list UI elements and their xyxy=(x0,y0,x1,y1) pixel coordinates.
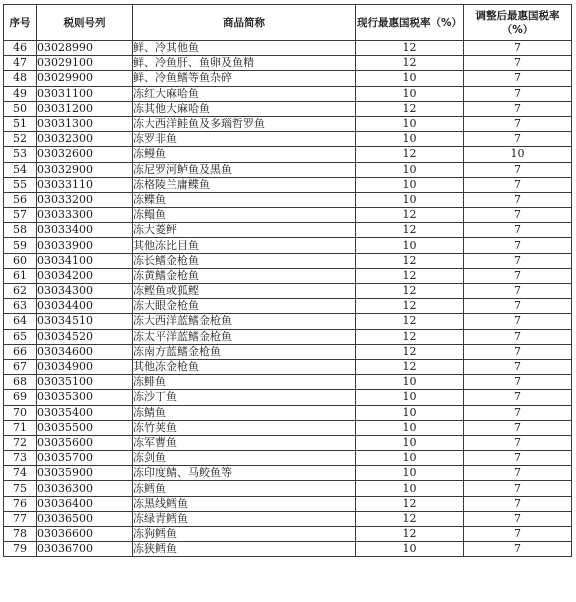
cell-new-rate: 7 xyxy=(464,466,572,481)
cell-product-name: 冻沙丁鱼 xyxy=(133,390,356,405)
table-row xyxy=(4,268,572,283)
header-seq: 序号 xyxy=(4,5,37,41)
cell-current-rate: 12 xyxy=(356,268,464,283)
cell-tariff-code: 03033400 xyxy=(37,223,133,238)
cell-current-rate: 10 xyxy=(356,375,464,390)
cell-product-name: 冻罗非鱼 xyxy=(133,132,356,147)
cell-tariff-code: 03036300 xyxy=(37,481,133,496)
table-row xyxy=(4,359,572,374)
table-row xyxy=(4,284,572,299)
tariff-rate-table xyxy=(3,4,572,557)
cell-seq: 68 xyxy=(4,375,37,390)
cell-tariff-code: 03034520 xyxy=(37,329,133,344)
cell-current-rate: 12 xyxy=(356,344,464,359)
cell-product-name: 鲜、冷鱼鳍等鱼杂碎 xyxy=(133,71,356,86)
cell-current-rate: 12 xyxy=(356,359,464,374)
table-row xyxy=(4,314,572,329)
cell-product-name: 冻鳕鱼 xyxy=(133,481,356,496)
cell-tariff-code: 03036500 xyxy=(37,511,133,526)
cell-new-rate: 7 xyxy=(464,192,572,207)
cell-tariff-code: 03032600 xyxy=(37,147,133,162)
cell-product-name: 冻剑鱼 xyxy=(133,451,356,466)
cell-tariff-code: 03035300 xyxy=(37,390,133,405)
table-row xyxy=(4,390,572,405)
cell-tariff-code: 03036600 xyxy=(37,527,133,542)
cell-product-name: 冻鳗鱼 xyxy=(133,147,356,162)
cell-product-name: 其他冻金枪鱼 xyxy=(133,359,356,374)
cell-tariff-code: 03029100 xyxy=(37,56,133,71)
cell-tariff-code: 03034510 xyxy=(37,314,133,329)
cell-seq: 64 xyxy=(4,314,37,329)
cell-seq: 77 xyxy=(4,511,37,526)
cell-seq: 67 xyxy=(4,359,37,374)
cell-product-name: 冻大西洋鲑鱼及多瑙哲罗鱼 xyxy=(133,116,356,131)
cell-seq: 58 xyxy=(4,223,37,238)
cell-product-name: 冻竹荚鱼 xyxy=(133,420,356,435)
cell-tariff-code: 03032900 xyxy=(37,162,133,177)
cell-product-name: 冻黄鳍金枪鱼 xyxy=(133,268,356,283)
cell-current-rate: 12 xyxy=(356,56,464,71)
cell-seq: 78 xyxy=(4,527,37,542)
cell-tariff-code: 03028990 xyxy=(37,41,133,56)
table-row xyxy=(4,253,572,268)
cell-current-rate: 12 xyxy=(356,314,464,329)
cell-new-rate: 7 xyxy=(464,71,572,86)
cell-new-rate: 7 xyxy=(464,299,572,314)
cell-seq: 56 xyxy=(4,192,37,207)
cell-current-rate: 10 xyxy=(356,86,464,101)
table-row xyxy=(4,375,572,390)
table-row xyxy=(4,299,572,314)
table-row xyxy=(4,405,572,420)
cell-current-rate: 10 xyxy=(356,116,464,131)
table-row xyxy=(4,116,572,131)
cell-current-rate: 12 xyxy=(356,527,464,542)
cell-current-rate: 12 xyxy=(356,147,464,162)
cell-new-rate: 7 xyxy=(464,375,572,390)
cell-seq: 50 xyxy=(4,101,37,116)
table-row xyxy=(4,162,572,177)
cell-product-name: 冻军曹鱼 xyxy=(133,435,356,450)
cell-tariff-code: 03034200 xyxy=(37,268,133,283)
cell-tariff-code: 03034900 xyxy=(37,359,133,374)
cell-seq: 51 xyxy=(4,116,37,131)
cell-new-rate: 7 xyxy=(464,162,572,177)
cell-current-rate: 12 xyxy=(356,223,464,238)
cell-current-rate: 10 xyxy=(356,542,464,557)
cell-current-rate: 12 xyxy=(356,284,464,299)
cell-new-rate: 7 xyxy=(464,253,572,268)
cell-seq: 75 xyxy=(4,481,37,496)
cell-seq: 61 xyxy=(4,268,37,283)
cell-tariff-code: 03031200 xyxy=(37,101,133,116)
cell-new-rate: 7 xyxy=(464,496,572,511)
cell-product-name: 鲜、冷鱼肝、鱼卵及鱼精 xyxy=(133,56,356,71)
cell-product-name: 冻南方蓝鳍金枪鱼 xyxy=(133,344,356,359)
header-new-rate: 调整后最惠国税率（%） xyxy=(464,5,572,41)
cell-seq: 60 xyxy=(4,253,37,268)
table-row xyxy=(4,542,572,557)
cell-product-name: 冻大西洋蓝鳍金枪鱼 xyxy=(133,314,356,329)
cell-current-rate: 12 xyxy=(356,41,464,56)
cell-tariff-code: 03035900 xyxy=(37,466,133,481)
cell-tariff-code: 03033200 xyxy=(37,192,133,207)
cell-new-rate: 7 xyxy=(464,527,572,542)
cell-current-rate: 12 xyxy=(356,496,464,511)
cell-seq: 66 xyxy=(4,344,37,359)
cell-new-rate: 7 xyxy=(464,41,572,56)
cell-current-rate: 12 xyxy=(356,208,464,223)
table-row xyxy=(4,451,572,466)
table-row xyxy=(4,238,572,253)
cell-seq: 70 xyxy=(4,405,37,420)
cell-current-rate: 12 xyxy=(356,253,464,268)
cell-tariff-code: 03036400 xyxy=(37,496,133,511)
cell-new-rate: 7 xyxy=(464,223,572,238)
table-row xyxy=(4,481,572,496)
cell-current-rate: 10 xyxy=(356,390,464,405)
cell-tariff-code: 03035100 xyxy=(37,375,133,390)
table-row xyxy=(4,177,572,192)
cell-seq: 48 xyxy=(4,71,37,86)
table-row xyxy=(4,511,572,526)
cell-seq: 52 xyxy=(4,132,37,147)
cell-seq: 55 xyxy=(4,177,37,192)
cell-tariff-code: 03035400 xyxy=(37,405,133,420)
cell-product-name: 冻狭鳕鱼 xyxy=(133,542,356,557)
header-row xyxy=(4,5,572,41)
cell-product-name: 冻长鳍金枪鱼 xyxy=(133,253,356,268)
cell-new-rate: 7 xyxy=(464,405,572,420)
cell-tariff-code: 03033900 xyxy=(37,238,133,253)
cell-seq: 71 xyxy=(4,420,37,435)
cell-product-name: 冻其他大麻哈鱼 xyxy=(133,101,356,116)
cell-current-rate: 10 xyxy=(356,451,464,466)
table-row xyxy=(4,223,572,238)
cell-seq: 76 xyxy=(4,496,37,511)
cell-seq: 59 xyxy=(4,238,37,253)
cell-product-name: 冻黑线鳕鱼 xyxy=(133,496,356,511)
cell-tariff-code: 03034600 xyxy=(37,344,133,359)
cell-seq: 54 xyxy=(4,162,37,177)
table-row xyxy=(4,466,572,481)
table-row xyxy=(4,208,572,223)
cell-product-name: 冻鲱鱼 xyxy=(133,375,356,390)
cell-current-rate: 10 xyxy=(356,71,464,86)
table-row xyxy=(4,101,572,116)
cell-seq: 65 xyxy=(4,329,37,344)
cell-new-rate: 7 xyxy=(464,511,572,526)
cell-new-rate: 7 xyxy=(464,390,572,405)
cell-seq: 73 xyxy=(4,451,37,466)
cell-seq: 53 xyxy=(4,147,37,162)
cell-product-name: 其他冻比目鱼 xyxy=(133,238,356,253)
cell-product-name: 冻鳎鱼 xyxy=(133,208,356,223)
cell-new-rate: 7 xyxy=(464,344,572,359)
cell-seq: 57 xyxy=(4,208,37,223)
cell-tariff-code: 03029900 xyxy=(37,71,133,86)
cell-tariff-code: 03032300 xyxy=(37,132,133,147)
table-row xyxy=(4,86,572,101)
cell-new-rate: 7 xyxy=(464,481,572,496)
cell-current-rate: 12 xyxy=(356,511,464,526)
cell-seq: 62 xyxy=(4,284,37,299)
header-code: 税则号列 xyxy=(37,5,133,41)
cell-tariff-code: 03033110 xyxy=(37,177,133,192)
cell-current-rate: 10 xyxy=(356,238,464,253)
cell-product-name: 冻鲣鱼或狐鲣 xyxy=(133,284,356,299)
header-current-rate: 现行最惠国税率（%） xyxy=(356,5,464,41)
cell-new-rate: 10 xyxy=(464,147,572,162)
cell-product-name: 冻大眼金枪鱼 xyxy=(133,299,356,314)
cell-tariff-code: 03031300 xyxy=(37,116,133,131)
cell-current-rate: 10 xyxy=(356,132,464,147)
cell-product-name: 冻红大麻哈鱼 xyxy=(133,86,356,101)
cell-product-name: 冻格陵兰庸鲽鱼 xyxy=(133,177,356,192)
table-row xyxy=(4,147,572,162)
cell-new-rate: 7 xyxy=(464,329,572,344)
cell-product-name: 冻狗鳕鱼 xyxy=(133,527,356,542)
cell-seq: 79 xyxy=(4,542,37,557)
cell-tariff-code: 03034300 xyxy=(37,284,133,299)
cell-current-rate: 10 xyxy=(356,481,464,496)
table-row xyxy=(4,132,572,147)
table-header xyxy=(4,5,572,41)
cell-current-rate: 12 xyxy=(356,101,464,116)
table-row xyxy=(4,41,572,56)
table-row xyxy=(4,192,572,207)
cell-current-rate: 10 xyxy=(356,162,464,177)
cell-seq: 69 xyxy=(4,390,37,405)
cell-new-rate: 7 xyxy=(464,284,572,299)
cell-new-rate: 7 xyxy=(464,238,572,253)
cell-new-rate: 7 xyxy=(464,101,572,116)
cell-new-rate: 7 xyxy=(464,177,572,192)
cell-product-name: 鲜、冷其他鱼 xyxy=(133,41,356,56)
cell-seq: 74 xyxy=(4,466,37,481)
cell-current-rate: 10 xyxy=(356,192,464,207)
cell-new-rate: 7 xyxy=(464,86,572,101)
cell-current-rate: 10 xyxy=(356,435,464,450)
cell-current-rate: 10 xyxy=(356,405,464,420)
cell-new-rate: 7 xyxy=(464,420,572,435)
cell-seq: 49 xyxy=(4,86,37,101)
cell-tariff-code: 03036700 xyxy=(37,542,133,557)
cell-product-name: 冻大菱鲆 xyxy=(133,223,356,238)
cell-current-rate: 12 xyxy=(356,299,464,314)
cell-seq: 46 xyxy=(4,41,37,56)
cell-new-rate: 7 xyxy=(464,435,572,450)
cell-tariff-code: 03035600 xyxy=(37,435,133,450)
cell-product-name: 冻印度鲭、马鲛鱼等 xyxy=(133,466,356,481)
table-row xyxy=(4,527,572,542)
cell-current-rate: 10 xyxy=(356,420,464,435)
table-row xyxy=(4,329,572,344)
table-row xyxy=(4,344,572,359)
cell-new-rate: 7 xyxy=(464,56,572,71)
cell-new-rate: 7 xyxy=(464,359,572,374)
cell-new-rate: 7 xyxy=(464,268,572,283)
cell-product-name: 冻鲭鱼 xyxy=(133,405,356,420)
cell-tariff-code: 03035500 xyxy=(37,420,133,435)
cell-tariff-code: 03033300 xyxy=(37,208,133,223)
header-name: 商品简称 xyxy=(133,5,356,41)
cell-seq: 72 xyxy=(4,435,37,450)
cell-tariff-code: 03035700 xyxy=(37,451,133,466)
cell-product-name: 冻绿青鳕鱼 xyxy=(133,511,356,526)
table-row xyxy=(4,420,572,435)
cell-new-rate: 7 xyxy=(464,208,572,223)
cell-new-rate: 7 xyxy=(464,132,572,147)
cell-tariff-code: 03034100 xyxy=(37,253,133,268)
cell-current-rate: 12 xyxy=(356,329,464,344)
table-row xyxy=(4,56,572,71)
table-row xyxy=(4,71,572,86)
cell-current-rate: 10 xyxy=(356,177,464,192)
cell-product-name: 冻尼罗河鲈鱼及黑鱼 xyxy=(133,162,356,177)
cell-current-rate: 10 xyxy=(356,466,464,481)
table-row xyxy=(4,435,572,450)
table-row xyxy=(4,496,572,511)
cell-tariff-code: 03031100 xyxy=(37,86,133,101)
cell-new-rate: 7 xyxy=(464,116,572,131)
cell-product-name: 冻太平洋蓝鳍金枪鱼 xyxy=(133,329,356,344)
cell-new-rate: 7 xyxy=(464,542,572,557)
cell-new-rate: 7 xyxy=(464,451,572,466)
cell-seq: 47 xyxy=(4,56,37,71)
cell-seq: 63 xyxy=(4,299,37,314)
cell-tariff-code: 03034400 xyxy=(37,299,133,314)
cell-new-rate: 7 xyxy=(464,314,572,329)
cell-product-name: 冻鲽鱼 xyxy=(133,192,356,207)
table-body xyxy=(4,41,572,557)
